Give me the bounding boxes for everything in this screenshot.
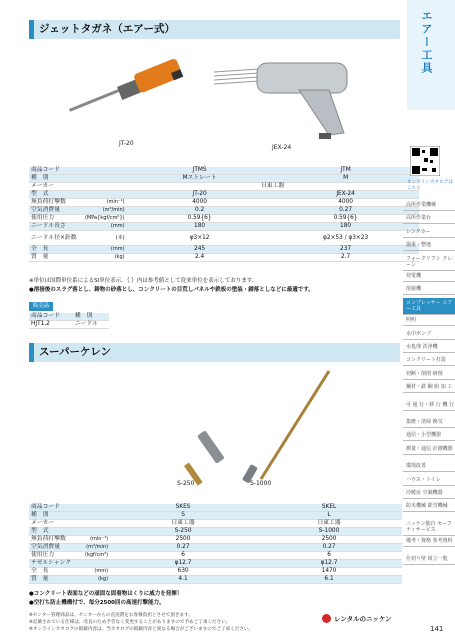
- jt20-illustration: [69, 58, 183, 112]
- caption-s1000: S-1000: [250, 480, 272, 487]
- table-row: [29, 191, 419, 199]
- cell: 180: [273, 223, 419, 231]
- section-title-text: ジェットタガネ（エアー式）: [39, 23, 175, 35]
- sidebar-item[interactable]: 備考・資格 参考資料: [403, 536, 455, 547]
- sidebar-item[interactable]: 測量・通信 計測機器: [403, 444, 455, 455]
- row-unit: (m³/min): [83, 207, 127, 215]
- cell: 630: [110, 568, 256, 576]
- sidebar-item[interactable]: 揚重・整地: [403, 240, 455, 251]
- sidebar-item[interactable]: 水中ポンプ: [403, 329, 455, 340]
- sidebar-item[interactable]: 集塵・清掃 換気: [403, 417, 455, 428]
- row-unit: (kg): [83, 576, 110, 584]
- cell: φ3×12: [127, 231, 273, 246]
- table-header-row: [29, 167, 419, 175]
- sidebar-item[interactable]: 通信・小型機器: [403, 430, 455, 441]
- cell: 4.1: [110, 576, 256, 584]
- cell: 6.1: [256, 576, 402, 584]
- table-row: [29, 576, 402, 584]
- cell: 0.27: [273, 207, 419, 215]
- sidebar-item[interactable]: レンタカー: [403, 227, 455, 238]
- table-row: [29, 183, 419, 191]
- row-key: 全 長: [29, 246, 83, 254]
- table-row: [29, 512, 402, 520]
- row-unit: (kgf/cm²): [85, 552, 109, 559]
- sidebar-item[interactable]: 仕切り壁 組立一覧: [403, 554, 455, 565]
- cell: Mストレート: [127, 175, 273, 183]
- row-key: 種 別: [29, 175, 83, 183]
- row-unit: [83, 183, 127, 191]
- cell: φ12.7: [256, 560, 402, 568]
- product-photo-jet-chisel: [29, 45, 400, 155]
- sidebar-item[interactable]: 冷暖房 空調機器: [403, 488, 455, 499]
- sidebar-item[interactable]: 切断・削削 研削: [403, 369, 455, 380]
- product-photo-super-keren: [29, 366, 400, 491]
- cell: 6: [256, 552, 402, 560]
- cell: 日東工器: [256, 520, 402, 528]
- cell: L: [256, 512, 402, 520]
- cell: 2500: [110, 536, 256, 544]
- sidebar-item[interactable]: 照明: [403, 315, 455, 326]
- row-key: ニードル径×針数: [29, 231, 83, 246]
- sidebar-item[interactable]: 溶接機: [403, 284, 455, 295]
- sidebar-item[interactable]: 高所作業機械: [403, 200, 455, 211]
- note-feature-2: ●空打ち防止機構付で、毎分2500回の高速打撃能力。: [29, 600, 165, 606]
- header-cell: SKES: [110, 504, 256, 512]
- row-key: 全 長: [29, 568, 83, 576]
- caption-s250: S-250: [177, 480, 195, 487]
- company-logo: [322, 611, 396, 626]
- header-cell: 商品コード: [29, 167, 83, 175]
- header-cell: [83, 504, 110, 512]
- table-row: [29, 223, 419, 231]
- table-row: [29, 246, 419, 254]
- header-cell: JTM: [273, 167, 419, 175]
- footer-note: ※オンラインカタログの掲載内容は、当カタログの掲載内容と異なる場合がございますのでご了承ください。: [29, 627, 254, 632]
- cell: φ12.7: [110, 560, 256, 568]
- note-usage: ●溶接後のスラグ落とし、鋳物の砂落とし、コンクリートの目荒しパネルや鉄板の塗装・錆落としなどに最適です。: [29, 287, 314, 293]
- cell: 2.7: [273, 254, 419, 262]
- spec-table-2: [29, 504, 402, 584]
- row-unit: (mm): [83, 568, 110, 576]
- section-title-text-2: スーパーケレン: [39, 346, 111, 358]
- table-row: [29, 207, 419, 215]
- s1000-illustration: [242, 371, 329, 484]
- cell: S-250: [110, 528, 256, 536]
- cell: JT-20: [127, 191, 273, 199]
- row-key: メーカー: [29, 520, 83, 528]
- cell: 2500: [256, 536, 402, 544]
- footer-note: ※センター管理商品は、センターからの直送費をお客様負担とさせて頂きます。: [29, 613, 193, 618]
- cell: φ2×53 / φ3×23: [273, 231, 419, 246]
- row-key: 無負荷打撃数: [29, 199, 83, 207]
- row-unit: (本): [83, 231, 127, 246]
- qr-code-icon[interactable]: [410, 146, 440, 176]
- section-title-2: [29, 343, 400, 362]
- row-unit: [83, 191, 127, 199]
- row-unit: [83, 520, 110, 528]
- row-key: 空気消費量: [29, 544, 83, 552]
- row-unit: (mm): [83, 246, 127, 254]
- row-key: 使用圧力: [29, 215, 83, 223]
- sidebar-item[interactable]: コンプレッサー エアー工具: [403, 298, 455, 315]
- cell: 1470: [256, 568, 402, 576]
- sidebar-item[interactable]: 鋼材・鉄 鋼 組 加 工: [403, 382, 455, 393]
- cell: M: [273, 175, 419, 183]
- cell: 日東工器: [127, 183, 419, 191]
- header-cell: JTMS: [127, 167, 273, 175]
- sidebar-item[interactable]: フォークリフト クレーン: [403, 254, 455, 271]
- sidebar-item[interactable]: 発電機: [403, 271, 455, 282]
- table-row: [29, 568, 402, 576]
- table-row: [29, 231, 419, 246]
- cell: 0.27: [110, 544, 256, 552]
- jex24-illustration: [214, 63, 347, 139]
- sales-cell: ニードル: [73, 321, 109, 329]
- table-row: [29, 254, 419, 262]
- cell: 0.27: [256, 544, 402, 552]
- s250-illustration: [184, 430, 225, 485]
- header-cell: 商品コード: [29, 504, 83, 512]
- row-unit: (MPa{kgf/cm²}): [85, 215, 125, 222]
- sidebar-item[interactable]: 環境改善: [403, 461, 455, 472]
- cell: 180: [127, 223, 273, 231]
- table-row: [29, 215, 419, 223]
- sidebar-item[interactable]: ニッケン独自 セーフティサービス: [403, 519, 455, 536]
- row-unit: [83, 175, 127, 183]
- sidebar-item[interactable]: 高所作業台: [403, 213, 455, 224]
- cell: 245: [127, 246, 273, 254]
- row-unit: (min⁻¹): [83, 199, 127, 207]
- table-row: [29, 544, 402, 552]
- cell: 4000: [127, 199, 273, 207]
- row-key: ニードル長さ: [29, 223, 83, 231]
- sales-table: [29, 313, 109, 329]
- sales-header: 種 別: [73, 313, 109, 321]
- row-key: 種 別: [29, 512, 83, 520]
- sidebar-item[interactable]: ハウス・トイレ: [403, 475, 455, 486]
- row-key: 使用圧力: [29, 552, 83, 560]
- table-row: [29, 552, 402, 560]
- row-key: 空気消費量: [29, 207, 83, 215]
- cell: 4000: [273, 199, 419, 207]
- cell: 6: [110, 552, 256, 560]
- cell: 237: [273, 246, 419, 254]
- note-feature-1: ●コンクリート表面などの頑固な固着物はくりに威力を発揮！: [29, 591, 183, 597]
- caption-jt20: JT-20: [119, 140, 134, 147]
- sidebar-item[interactable]: 防災機械 除雪機械: [403, 501, 455, 512]
- row-unit: (m³/min): [83, 544, 110, 552]
- row-key: チゼルシャンク: [29, 560, 83, 568]
- sidebar-item[interactable]: コンクリート打設: [403, 355, 455, 366]
- cell: 0.59{6}: [273, 215, 419, 223]
- logo-text: レンタルのニッケン: [334, 615, 392, 623]
- sales-badge: 販売品: [29, 302, 53, 311]
- row-unit: [83, 512, 110, 520]
- cell: S-1000: [256, 528, 402, 536]
- cell: JEX-24: [273, 191, 419, 199]
- cell: 2.4: [127, 254, 273, 262]
- table-row: [29, 536, 402, 544]
- table-row: [29, 520, 402, 528]
- caption-jex24: JEX-24: [272, 144, 292, 151]
- row-key: 無負荷打撃数: [29, 536, 83, 544]
- row-unit: (min⁻¹): [83, 536, 110, 544]
- row-key: 質 量: [29, 254, 83, 262]
- note-si-units: ※単位は国際単位系によるSI単位表示。｛ ｝内は参考値として従来単位を表示しております。: [29, 278, 258, 284]
- cell: 日東工器: [110, 520, 256, 528]
- footer-note: ※記載されている仕様は、改良のため予告なく変更することがありますので予めご了承ください。: [29, 620, 231, 625]
- logo-mark-icon: [322, 614, 331, 623]
- table-row: [29, 560, 402, 568]
- row-key: 型 式: [29, 528, 83, 536]
- cell: S: [110, 512, 256, 520]
- table-header-row: [29, 504, 402, 512]
- row-unit: [83, 560, 110, 568]
- header-cell: SKEL: [256, 504, 402, 512]
- row-unit: [83, 528, 110, 536]
- section-title: [29, 20, 400, 39]
- header-cell: [83, 167, 127, 175]
- row-key: メーカー: [29, 183, 83, 191]
- row-unit: (mm): [83, 223, 127, 231]
- table-row: [29, 528, 402, 536]
- table-row: [29, 199, 419, 207]
- page-number: 141: [430, 625, 444, 633]
- spec-table-1: [29, 167, 419, 262]
- sales-cell: HJT1,2: [29, 321, 73, 329]
- row-unit: (kg): [83, 254, 127, 262]
- sidebar-item[interactable]: 水処理 洗浄機: [403, 342, 455, 353]
- row-key: 質 量: [29, 576, 83, 584]
- row-key: 型 式: [29, 191, 83, 199]
- table-row: [29, 175, 419, 183]
- cell: 0.2: [127, 207, 273, 215]
- qr-caption[interactable]: オンラインカタログはこちら: [407, 180, 453, 191]
- sidebar-item[interactable]: 可 通 行・移 行 機 行: [403, 400, 455, 411]
- sidebar-category-title: エアー工具: [420, 10, 433, 75]
- sales-header: 商品コード: [29, 313, 73, 321]
- cell: 0.59{6}: [127, 215, 273, 223]
